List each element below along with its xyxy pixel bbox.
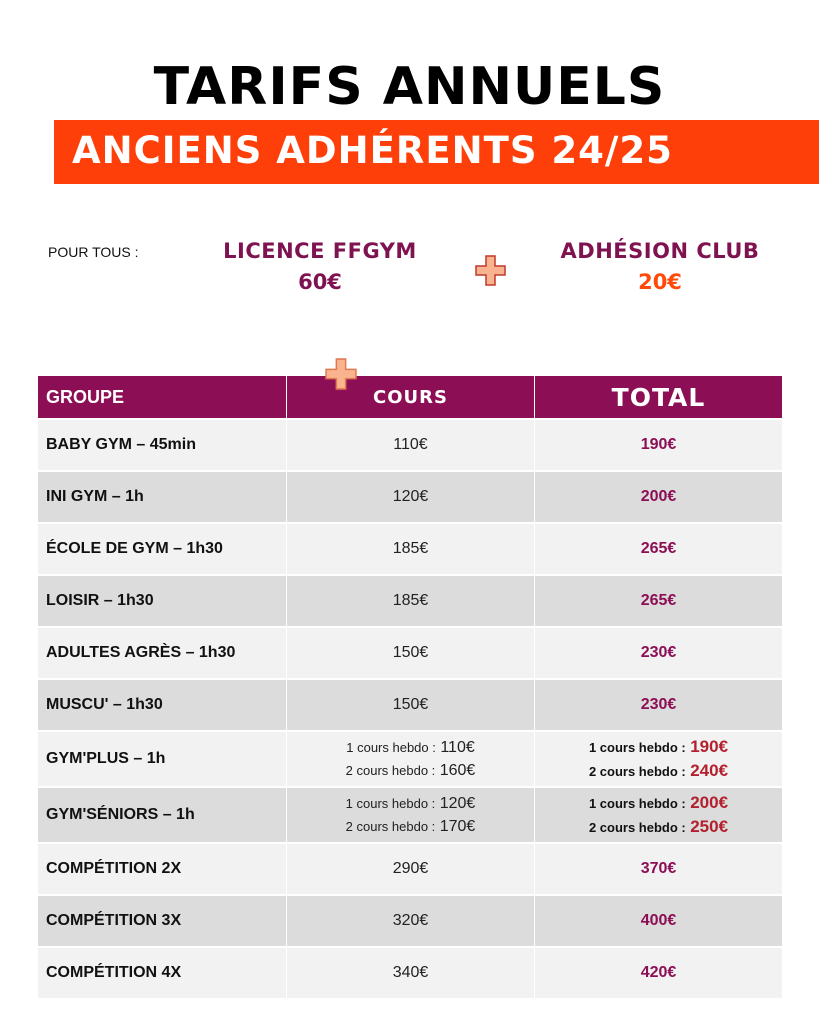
- cell-groupe: GYM'SÉNIORS – 1h: [46, 806, 195, 823]
- total-line: [589, 815, 728, 839]
- table-row: [38, 730, 782, 786]
- table-row: [38, 946, 782, 998]
- cell-total: [534, 788, 782, 842]
- table-row: [38, 842, 782, 894]
- cell-total: 190€: [534, 420, 782, 470]
- cours-line-value: 160€: [439, 762, 476, 779]
- table-header: [38, 376, 782, 418]
- total-line-value: 250€: [690, 817, 729, 836]
- cell-groupe: COMPÉTITION 4X: [46, 964, 182, 981]
- subtitle-banner: [54, 120, 819, 184]
- cell-groupe: INI GYM – 1h: [46, 488, 144, 505]
- table-row: [38, 678, 782, 730]
- cours-line: [346, 759, 476, 782]
- plus-icon: [474, 254, 507, 287]
- licence-label: LICENCE FFGYM: [223, 239, 417, 263]
- total-line-label: 2 cours hebdo :: [588, 764, 686, 779]
- table-row: [38, 418, 782, 470]
- total-line: [589, 791, 728, 815]
- cell-groupe: ÉCOLE DE GYM – 1h30: [46, 540, 223, 557]
- header-total: TOTAL: [534, 376, 782, 418]
- cours-line: [346, 792, 476, 815]
- cell-total: 265€: [534, 524, 782, 574]
- cell-total: 420€: [534, 948, 782, 998]
- cell-total: 230€: [534, 680, 782, 730]
- total-line: [589, 735, 728, 759]
- licence-price: 60€: [298, 270, 342, 294]
- table-row: [38, 470, 782, 522]
- total-line-label: 1 cours hebdo :: [588, 740, 686, 755]
- plus-icon: [324, 357, 358, 391]
- cell-total: 265€: [534, 576, 782, 626]
- total-line-value: 200€: [690, 793, 729, 812]
- cell-total: [534, 732, 782, 786]
- cell-total: 370€: [534, 844, 782, 894]
- total-line-value: 240€: [690, 761, 729, 780]
- table-row: [38, 574, 782, 626]
- cours-line-label: 1 cours hebdo :: [346, 740, 436, 755]
- table-row: [38, 522, 782, 574]
- cell-cours: 150€: [286, 628, 534, 678]
- cours-line-label: 1 cours hebdo :: [345, 796, 436, 811]
- cell-cours: 185€: [286, 524, 534, 574]
- table-row: [38, 626, 782, 678]
- cell-cours: 320€: [286, 896, 534, 946]
- cell-cours: 185€: [286, 576, 534, 626]
- table-row: [38, 894, 782, 946]
- cours-line-label: 2 cours hebdo :: [345, 819, 436, 834]
- total-line: [589, 759, 728, 783]
- header-cours: COURS: [286, 376, 534, 418]
- cell-groupe: BABY GYM – 45min: [46, 436, 196, 453]
- cell-cours: [286, 732, 534, 786]
- cell-total: 400€: [534, 896, 782, 946]
- cours-line-value: 170€: [439, 818, 476, 835]
- cours-line-label: 2 cours hebdo :: [345, 763, 436, 778]
- cell-total: 230€: [534, 628, 782, 678]
- cell-groupe: COMPÉTITION 2X: [46, 860, 182, 877]
- header-groupe: GROUPE: [46, 386, 125, 407]
- cours-line-value: 110€: [440, 739, 475, 756]
- total-line-label: 1 cours hebdo :: [588, 796, 686, 811]
- cell-groupe: ADULTES AGRÈS – 1h30: [46, 644, 236, 661]
- total-line-label: 2 cours hebdo :: [588, 820, 686, 835]
- cell-cours: 340€: [286, 948, 534, 998]
- cell-cours: 120€: [286, 472, 534, 522]
- pour-tous-label: POUR TOUS :: [48, 244, 139, 260]
- table-body: [38, 418, 782, 998]
- cell-cours: 290€: [286, 844, 534, 894]
- adhesion-label: ADHÉSION CLUB: [560, 239, 760, 263]
- subtitle-text: ANCIENS ADHÉRENTS 24/25: [72, 129, 673, 172]
- page-title: TARIFS ANNUELS: [153, 57, 666, 117]
- adhesion-price: 20€: [638, 270, 682, 294]
- cell-groupe: MUSCU' – 1h30: [46, 696, 163, 713]
- cell-total: 200€: [534, 472, 782, 522]
- cell-cours: 110€: [286, 420, 534, 470]
- cours-line: [346, 815, 476, 838]
- cours-line-value: 120€: [439, 795, 476, 812]
- cell-groupe: COMPÉTITION 3X: [46, 912, 182, 929]
- cell-groupe: LOISIR – 1h30: [46, 592, 154, 609]
- pricing-table: [38, 376, 782, 998]
- cell-cours: 150€: [286, 680, 534, 730]
- total-line-value: 190€: [690, 737, 729, 756]
- table-row: [38, 786, 782, 842]
- cours-line: [346, 736, 474, 759]
- cell-cours: [286, 788, 534, 842]
- cell-groupe: GYM'PLUS – 1h: [46, 750, 166, 767]
